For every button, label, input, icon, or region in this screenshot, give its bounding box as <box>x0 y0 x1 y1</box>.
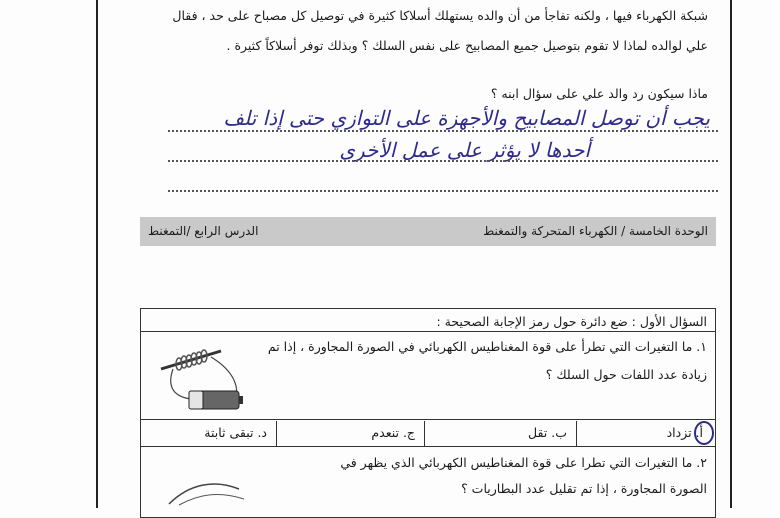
story-line-2: علي لوالده لماذا لا تقوم بتوصيل جميع المصابيح على نفس السلك ؟ وبذلك توفر أسلاكاً كثيرة . <box>226 38 708 53</box>
option-c: ج. تنعدم <box>371 425 415 440</box>
story-line-1: شبكة الكهرباء فيها ، ولكنه تفاجأ من أن والده يستهلك أسلاكا كثيرة في توصيل كل مصباح على حد ، فقال <box>172 8 708 23</box>
unit-title: الوحدة الخامسة / الكهرباء المتحركة والتمغنط <box>483 224 708 238</box>
option-b: ب. تقل <box>528 425 567 440</box>
answer-dotted-line-2 <box>168 160 718 162</box>
option-separator <box>276 421 277 446</box>
handwritten-answer-line-1: يجب أن توصل المصابيح والأجهزة على التوازي حتى إذا تلف <box>223 106 710 130</box>
options-top-divider <box>141 419 715 420</box>
lesson-header-band <box>140 217 716 246</box>
q1-line-1: ١. ما التغيرات التي تطرأ على قوة المغناطيس الكهربائي في الصورة المجاورة ، إذا تم <box>267 339 707 354</box>
circle-mark-icon <box>693 419 715 447</box>
question-prompt: ماذا سيكون رد والد علي على سؤال ابنه ؟ <box>490 86 708 101</box>
q1-line-2: زيادة عدد اللفات حول السلك ؟ <box>545 367 707 382</box>
q2-line-2: الصورة المجاورة ، إذا تم تقليل عدد البطاريات ؟ <box>461 481 707 496</box>
handwritten-answer-line-2: أحدها لا يؤثر على عمل الأخرى <box>339 138 590 162</box>
electromagnet-picture <box>151 339 261 414</box>
question-box <box>140 308 716 518</box>
answer-dotted-line-1 <box>168 130 718 132</box>
lesson-title: الدرس الرابع /التمغنط <box>148 224 259 238</box>
heading-divider <box>141 331 715 332</box>
option-a: أ. تزداد <box>666 425 703 440</box>
electromagnet-picture-2 <box>159 469 259 509</box>
option-separator <box>576 421 577 446</box>
question-heading: السؤال الأول : ضع دائرة حول رمز الإجابة الصحيحة : <box>436 314 707 329</box>
options-bottom-divider <box>141 446 715 447</box>
q2-line-1: ٢. ما التغيرات التي تطرا على قوة المغناطيس الكهربائي الذي يظهر في <box>340 455 707 470</box>
option-separator <box>424 421 425 446</box>
answer-dotted-line-3 <box>168 190 718 192</box>
option-d: د. تبقى ثابتة <box>204 425 267 440</box>
coil <box>176 350 207 370</box>
